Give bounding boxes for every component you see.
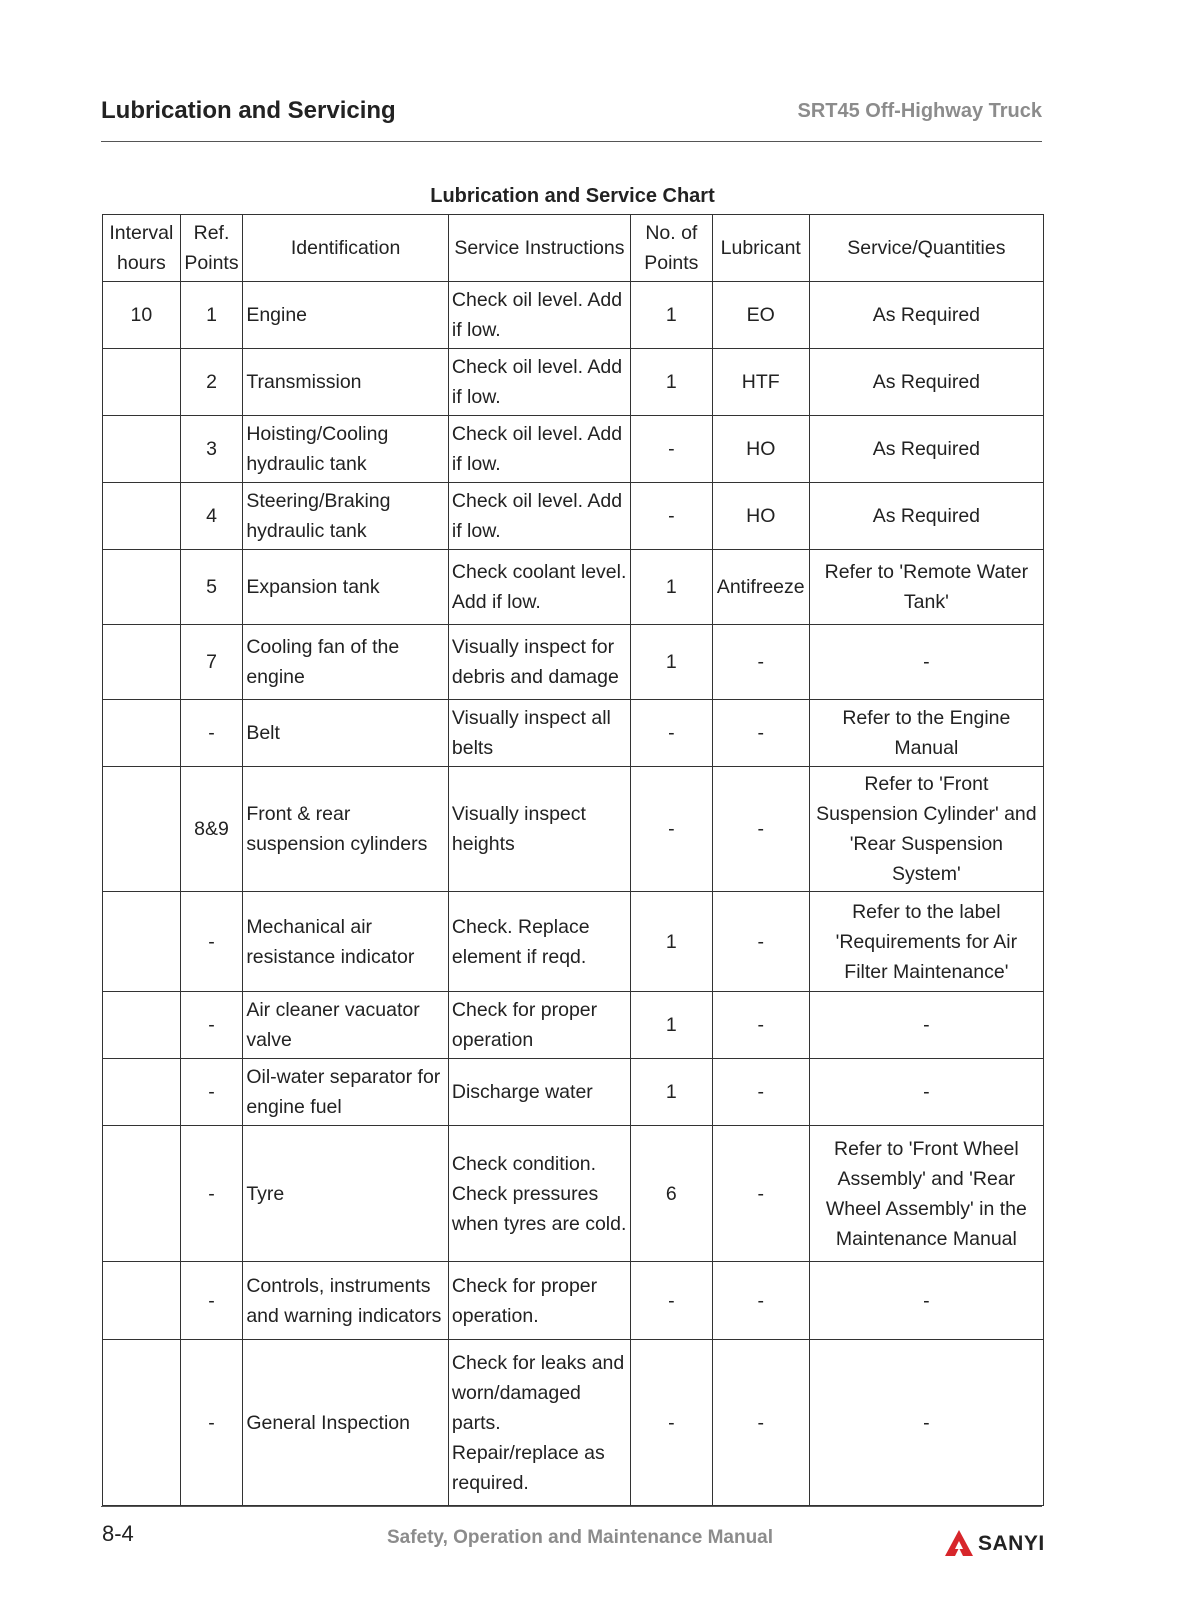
service-quantities-cell: - (809, 992, 1043, 1059)
service-instructions-cell: Visually inspect heights (448, 767, 630, 892)
table-row (103, 550, 1044, 625)
footer-divider (101, 1506, 1042, 1507)
interval-cell (103, 700, 181, 767)
no-of-points-cell: 6 (630, 1126, 712, 1262)
lubrication-service-table (102, 214, 1044, 1506)
interval-cell (103, 349, 181, 416)
ref-point-cell: 8&9 (180, 767, 243, 892)
service-quantities-cell: - (809, 1262, 1043, 1340)
table-row (103, 625, 1044, 700)
lubricant-cell: - (712, 1340, 809, 1506)
column-header-identification: Identification (243, 215, 449, 282)
no-of-points-cell: - (630, 1262, 712, 1340)
table-row (103, 282, 1044, 349)
table-row (103, 349, 1044, 416)
service-quantities-cell: Refer to 'Front Wheel Assembly' and 'Rear Wheel Assembly' in the Maintenance Manual (809, 1126, 1043, 1262)
service-instructions-cell: Discharge water (448, 1059, 630, 1126)
ref-point-cell: 2 (180, 349, 243, 416)
service-instructions-cell: Check oil level. Add if low. (448, 416, 630, 483)
identification-cell: Mechanical air resistance indicator (243, 892, 449, 992)
lubricant-cell: HTF (712, 349, 809, 416)
service-quantities-cell: As Required (809, 282, 1043, 349)
table-header-row (103, 215, 1044, 282)
lubricant-cell: - (712, 700, 809, 767)
table-row (103, 483, 1044, 550)
interval-cell (103, 1340, 181, 1506)
no-of-points-cell: - (630, 767, 712, 892)
ref-point-cell: 7 (180, 625, 243, 700)
identification-cell: General Inspection (243, 1340, 449, 1506)
ref-point-cell: 4 (180, 483, 243, 550)
identification-cell: Tyre (243, 1126, 449, 1262)
identification-cell: Hoisting/Cooling hydraulic tank (243, 416, 449, 483)
no-of-points-cell: - (630, 1340, 712, 1506)
identification-cell: Transmission (243, 349, 449, 416)
ref-point-cell: - (180, 700, 243, 767)
service-instructions-cell: Check oil level. Add if low. (448, 282, 630, 349)
lubricant-cell: EO (712, 282, 809, 349)
interval-cell (103, 483, 181, 550)
identification-cell: Steering/Braking hydraulic tank (243, 483, 449, 550)
service-instructions-cell: Visually inspect all belts (448, 700, 630, 767)
header-divider (101, 141, 1042, 142)
service-instructions-cell: Check. Replace element if reqd. (448, 892, 630, 992)
interval-cell: 10 (103, 282, 181, 349)
service-quantities-cell: As Required (809, 349, 1043, 416)
identification-cell: Engine (243, 282, 449, 349)
no-of-points-cell: - (630, 700, 712, 767)
lubricant-cell: Antifreeze (712, 550, 809, 625)
identification-cell: Air cleaner vacuator valve (243, 992, 449, 1059)
service-instructions-cell: Visually inspect for debris and damage (448, 625, 630, 700)
identification-cell: Cooling fan of the engine (243, 625, 449, 700)
service-instructions-cell: Check for leaks and worn/damaged parts. Repair/replace as required. (448, 1340, 630, 1506)
lubricant-cell: - (712, 992, 809, 1059)
interval-cell (103, 892, 181, 992)
identification-cell: Expansion tank (243, 550, 449, 625)
table-row (103, 767, 1044, 892)
service-quantities-cell: - (809, 1340, 1043, 1506)
sanyi-logo (944, 1527, 1045, 1561)
ref-point-cell: 3 (180, 416, 243, 483)
interval-cell (103, 625, 181, 700)
interval-cell (103, 1126, 181, 1262)
lubricant-cell: - (712, 1059, 809, 1126)
column-header-no-of-points: No. of Points (630, 215, 712, 282)
identification-cell: Front & rear suspension cylinders (243, 767, 449, 892)
lubricant-cell: - (712, 1126, 809, 1262)
column-header-service-quantities: Service/Quantities (809, 215, 1043, 282)
no-of-points-cell: - (630, 416, 712, 483)
chart-title: Lubrication and Service Chart (430, 185, 715, 207)
ref-point-cell: - (180, 1262, 243, 1340)
service-quantities-cell: - (809, 1059, 1043, 1126)
interval-cell (103, 416, 181, 483)
service-instructions-cell: Check condition. Check pressures when tyres are cold. (448, 1126, 630, 1262)
service-quantities-cell: Refer to the label 'Requirements for Air Filter Maintenance' (809, 892, 1043, 992)
interval-cell (103, 767, 181, 892)
interval-cell (103, 992, 181, 1059)
service-instructions-cell: Check oil level. Add if low. (448, 483, 630, 550)
service-instructions-cell: Check for proper operation. (448, 1262, 630, 1340)
ref-point-cell: - (180, 992, 243, 1059)
identification-cell: Belt (243, 700, 449, 767)
service-quantities-cell: Refer to the Engine Manual (809, 700, 1043, 767)
lubricant-cell: - (712, 625, 809, 700)
service-instructions-cell: Check coolant level. Add if low. (448, 550, 630, 625)
interval-cell (103, 550, 181, 625)
no-of-points-cell: 1 (630, 992, 712, 1059)
ref-point-cell: - (180, 1340, 243, 1506)
page-number: 8-4 (102, 1521, 134, 1546)
interval-cell (103, 1262, 181, 1340)
column-header-service-instructions: Service Instructions (448, 215, 630, 282)
no-of-points-cell: 1 (630, 282, 712, 349)
table-row (103, 992, 1044, 1059)
identification-cell: Controls, instruments and warning indicators (243, 1262, 449, 1340)
table-row (103, 1126, 1044, 1262)
no-of-points-cell: 1 (630, 1059, 712, 1126)
no-of-points-cell: 1 (630, 550, 712, 625)
service-instructions-cell: Check oil level. Add if low. (448, 349, 630, 416)
service-instructions-cell: Check for proper operation (448, 992, 630, 1059)
no-of-points-cell: 1 (630, 892, 712, 992)
column-header-lubricant: Lubricant (712, 215, 809, 282)
column-header-interval: Interval hours (103, 215, 181, 282)
brand-name: SANYI (978, 1532, 1045, 1555)
no-of-points-cell: 1 (630, 349, 712, 416)
ref-point-cell: 1 (180, 282, 243, 349)
lubricant-cell: - (712, 1262, 809, 1340)
sanyi-logo-icon (944, 1529, 974, 1559)
no-of-points-cell: - (630, 483, 712, 550)
service-quantities-cell: - (809, 625, 1043, 700)
table-row (103, 1262, 1044, 1340)
table-row (103, 1340, 1044, 1506)
lubricant-cell: HO (712, 416, 809, 483)
table-row (103, 1059, 1044, 1126)
service-quantities-cell: As Required (809, 483, 1043, 550)
lubricant-cell: HO (712, 483, 809, 550)
table-row (103, 416, 1044, 483)
identification-cell: Oil-water separator for engine fuel (243, 1059, 449, 1126)
manual-title: Safety, Operation and Maintenance Manual (386, 1527, 774, 1548)
table-row (103, 700, 1044, 767)
ref-point-cell: 5 (180, 550, 243, 625)
ref-point-cell: - (180, 1126, 243, 1262)
interval-cell (103, 1059, 181, 1126)
lubricant-cell: - (712, 892, 809, 992)
service-quantities-cell: Refer to 'Front Suspension Cylinder' and 'Rear Suspension System' (809, 767, 1043, 892)
lubricant-cell: - (712, 767, 809, 892)
column-header-ref-points: Ref. Points (180, 215, 243, 282)
service-quantities-cell: Refer to 'Remote Water Tank' (809, 550, 1043, 625)
table-row (103, 892, 1044, 992)
ref-point-cell: - (180, 1059, 243, 1126)
page-section-title: Lubrication and Servicing (101, 97, 396, 124)
service-quantities-cell: As Required (809, 416, 1043, 483)
product-name: SRT45 Off-Highway Truck (797, 100, 1042, 122)
ref-point-cell: - (180, 892, 243, 992)
no-of-points-cell: 1 (630, 625, 712, 700)
